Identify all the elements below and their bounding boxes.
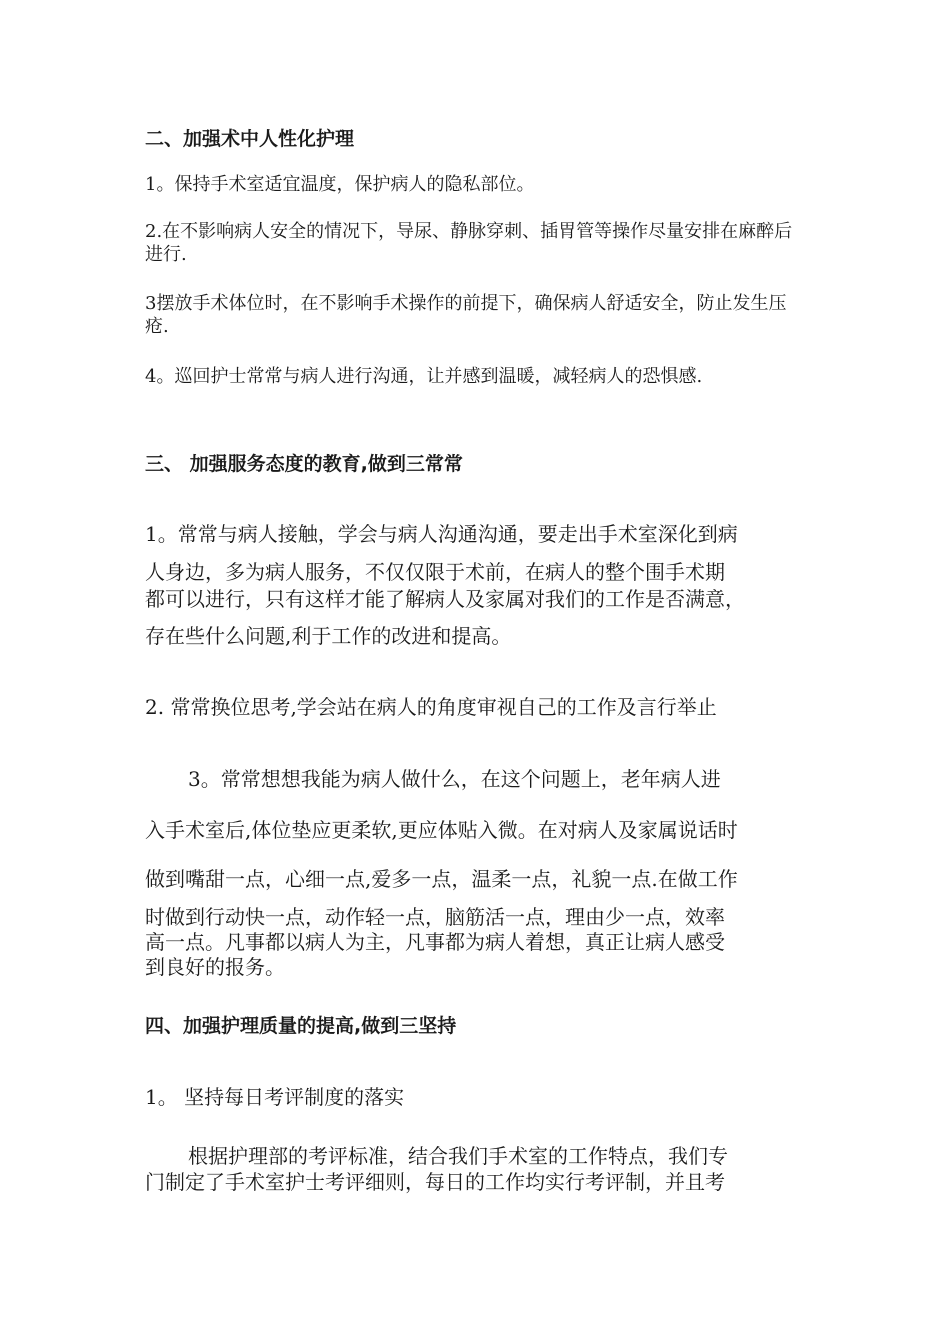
section-3-item-1-line-2: 人身边，多为病人服务，不仅仅限于术前，在病人的整个围手术期 — [145, 560, 725, 584]
section-3-item-1-line-3: 都可以进行，只有这样才能了解病人及家属对我们的工作是否满意， — [145, 587, 745, 611]
section-3-item-3-line-1: 3。常常想想我能为病人做什么，在这个问题上，老年病人进 — [188, 767, 721, 791]
section-3-item-3-line-4: 时做到行动快一点，动作轻一点，脑筋活一点，理由少一点，效率 — [145, 905, 725, 929]
section-3-item-1-line-4: 存在些什么问题,利于工作的改进和提高。 — [145, 624, 512, 648]
section-3-item-3-line-6: 到良好的报务。 — [145, 955, 285, 979]
section-3-item-3-line-3: 做到嘴甜一点，心细一点,爱多一点，温柔一点，礼貌一点.在做工作 — [145, 867, 738, 891]
section-4-item-1: 1。 坚持每日考评制度的落实 — [145, 1085, 405, 1109]
section-3-item-1-line-1: 1。常常与病人接触，学会与病人沟通沟通，要走出手术室深化到病 — [145, 522, 738, 546]
section-4-heading: 四、加强护理质量的提高,做到三坚持 — [145, 1015, 457, 1037]
section-3-item-3-line-2: 入手术室后,体位垫应更柔软,更应体贴入微。在对病人及家属说话时 — [145, 818, 738, 842]
section-2-item-1: 1。保持手术室适宜温度，保护病人的隐私部位。 — [145, 174, 535, 195]
section-2-heading: 二、加强术中人性化护理 — [145, 128, 355, 150]
section-3-heading: 三、 加强服务态度的教育,做到三常常 — [145, 453, 463, 475]
section-2-item-4: 4。巡回护士常常与病人进行沟通，让并感到温暖，减轻病人的恐惧感. — [145, 366, 703, 387]
section-4-paragraph-line-2: 门制定了手术室护士考评细则，每日的工作均实行考评制，并且考 — [145, 1170, 725, 1194]
section-3-item-2: 2. 常常换位思考,学会站在病人的角度审视自己的工作及言行举止 — [145, 695, 717, 719]
section-3-item-3-line-5: 高一点。凡事都以病人为主，凡事都为病人着想，真正让病人感受 — [145, 930, 725, 954]
section-4-paragraph-line-1: 根据护理部的考评标准，结合我们手术室的工作特点，我们专 — [188, 1144, 728, 1168]
section-2-item-2: 2.在不影响病人安全的情况下，导尿、静脉穿刺、插胃管等操作尽量安排在麻醉后进行. — [145, 221, 793, 265]
section-2-item-3: 3摆放手术体位时，在不影响手术操作的前提下，确保病人舒适安全，防止发生压疮. — [145, 293, 787, 337]
